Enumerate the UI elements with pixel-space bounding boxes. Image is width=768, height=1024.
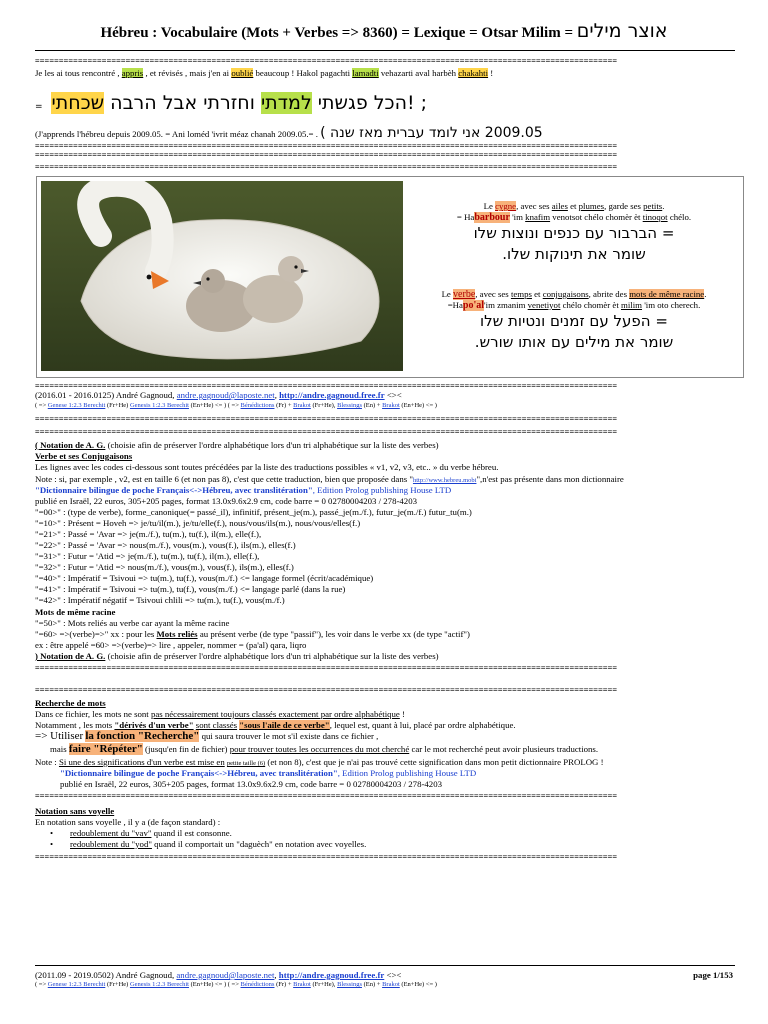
word-appris: appris <box>121 68 144 78</box>
footer-brakot-en-link[interactable]: Brakot <box>382 981 400 988</box>
dictionary-line: "Dictionnaire bilingue de poche Français<->Hébreu, avec translitération", Edition Prolog publishing House LTD <box>35 485 452 495</box>
footer-author-line: (2011.09 - 2019.0502) André Gagnoud, andre.gagnoud@laposte.net, http://andre.gagnoud.free.fr <>< <box>35 970 402 980</box>
verb-code-row: "=21>" : Passé = 'Avar => je(m./f.), tu(m.), tu(f.), il(m.), elle(f.), <box>35 529 262 539</box>
sans-voyelle-heading: Notation sans voyelle <box>35 806 115 816</box>
verbe-caption: Le verbe, avec ses temps et conjugaisons, abrite des mots de même racine. =Hapo'al'im zmanim venetiyot chélo chomèr èt milim 'im oto cherech. = הפעל עם זמנים ונטיות שלו שומר את מילים עם אותו שורש. <box>407 289 741 353</box>
verb-code-row: "=40>" : Impératif = Tsivoui => tu(m.), tu(f.), vous(m./f.) <= langage formel (écrit/académique) <box>35 573 374 583</box>
genesis-en-link[interactable]: Genesis 1:2.3 Berechit <box>129 402 189 409</box>
word-cygne: cygne <box>495 201 517 211</box>
title-text: Hébreu : Vocabulaire (Mots + Verbes => 8360) = Lexique = Otsar Milim = <box>100 25 574 41</box>
verb-code-row: "=41>" : Impératif = Tsivoui => tu(m.), tu(f.), vous(m./f.) <= langage parlé (dans la rue) <box>35 584 346 594</box>
verbe-conjugaisons-heading: Verbe et ses Conjugaisons <box>35 451 133 461</box>
search-line: => Utiliser la fonction "Recherche" qui saura trouver le mot s'il existe dans ce fichier , <box>35 730 379 742</box>
racine-example-line: ex : être appelé =60> =>(verbe)=> lire , appeler, nommer = (pa'al) qara, liqro <box>35 640 307 650</box>
swan-photo <box>41 181 403 371</box>
separator: ========================================================================================================================== <box>35 852 618 861</box>
separator: ========================================================================================================================== <box>35 56 618 65</box>
sans-voyelle-line: En notation sans voyelle , il y a (de façon standard) : <box>35 817 221 827</box>
separator: ========================================================================================================================== <box>35 381 618 390</box>
separator: ========================================================================================================================== <box>35 162 618 171</box>
publication-line: publié en Israël, 22 euros, 305+205 pages, format 13.0x9.6x2.9 cm, code barre = 0 02780004203 / 278-4203 <box>35 496 417 506</box>
search-line: mais faire "Répéter" (jusqu'en fin de fichier) pour trouver toutes les occurrences du mot cherché car le mot recherché peut avoir plusieurs traductions. <box>50 743 599 755</box>
genese-fr-link[interactable]: Genese 1:2.3 Berechit <box>47 402 106 409</box>
verb-code-row: "=42>" : Impératif négatif = Tsivoui chlili => tu(m.), tu(f.), vous(m./f.) <box>35 595 285 605</box>
author-line: (2016.01 - 2016.0125) André Gagnoud, andre.gagnoud@laposte.net, http://andre.gagnoud.free.fr <>< <box>35 390 402 400</box>
footer-benedictions-link[interactable]: Bénédictions <box>240 981 275 988</box>
search-publication-line: publié en Israël, 22 euros, 305+205 pages, format 13.0x9.6x2.9 cm, code barre = 0 02780004203 / 278-4203 <box>60 779 442 789</box>
search-heading: Recherche de mots <box>35 698 106 708</box>
verbe-hebrew-1: = הפעל עם זמנים ונטיות שלו <box>480 312 668 330</box>
footer-brakot-fr-link[interactable]: Brakot <box>293 981 311 988</box>
verb-code-row: "=00>" : (type de verbe), forme_canonique(= passé_il), infinitif, présent_je(m.), passé_je(m./f.), futur_je(m./f.) futur_tu(m.) <box>35 507 472 517</box>
separator: ========================================================================================================================== <box>35 685 618 694</box>
search-line: Dans ce fichier, les mots ne sont pas nécessairement toujours classés exactement par ordre alphabétique ! <box>35 709 405 719</box>
list-item: • redoublement du "yod" quand il comportait un "daguèch" en notation avec voyelles. <box>70 839 366 850</box>
word-chakahti: chakahti <box>458 68 489 78</box>
benedictions-link[interactable]: Bénédictions <box>240 402 275 409</box>
since-line: (J'apprends l'hébreu depuis 2009.05. = Ani loméd 'ivrit méaz chanah 2009.05.= . 2009.05 אני לומד עברית מאז שנה ) <box>35 125 543 141</box>
footer-links-line: ( => Genese 1:2.3 Berechit (Fr+He) Genesis 1:2.3 Berechit (En+He) <= ) ( => Bénédictions (Fr) + Brakot (Fr+He), Blessings (En) + Brakot (En+He) <= ) <box>35 981 437 988</box>
verb-code-row: "=32>" : Futur = 'Atid => nous(m./f.), vous(m.), vous(f.), ils(m.), elles(f.) <box>35 562 294 572</box>
notation-heading: ( Notation de A. G. (choisie afin de préserver l'ordre alphabétique lors d'un tri alphabétique sur la liste des verbes) <box>35 440 439 450</box>
swan-hebrew-2: שומר את תינוקות שלו. <box>502 245 646 263</box>
since-hebrew: 2009.05 אני לומד עברית מאז שנה ) <box>320 125 543 141</box>
verb-code-row: "=31>" : Futur = 'Atid => je(m./f.), tu(m.), tu(f.), il(m.), elle(f.), <box>35 551 260 561</box>
notation-line: Les lignes avec les codes ci-dessous sont toutes précédées par la liste des traductions possibles « v1, v2, v3, etc.. » du verbe hébreu. <box>35 462 499 472</box>
illustration-box <box>36 176 744 378</box>
title-divider <box>35 50 735 51</box>
word-barbour: barbour <box>474 212 510 223</box>
separator: ========================================================================================================================== <box>35 663 618 672</box>
intro-line: Je les ai tous rencontré , appris , et révisés , mais j'en ai oublié beaucoup ! Hakol pagachti lamadti vehazarti aval harbèh chakahti ! <box>35 68 494 78</box>
meme-racine-heading: Mots de même racine <box>35 607 116 617</box>
separator: ========================================================================================================================== <box>35 141 618 150</box>
footer-blessings-link[interactable]: Blessings <box>337 981 362 988</box>
separator: ========================================================================================================================== <box>35 414 618 423</box>
faire-repeter: faire "Répéter" <box>68 743 143 755</box>
fonction-recherche: la fonction "Recherche" <box>85 730 200 742</box>
separator: ========================================================================================================================== <box>35 150 618 159</box>
brakot-en-link[interactable]: Brakot <box>382 402 400 409</box>
notation-end: ) Notation de A. G. (choisie afin de préserver l'ordre alphabétique lors d'un tri alphabétique sur la liste des verbes) <box>35 651 439 661</box>
word-poal: po'al <box>462 300 485 311</box>
author-email-link[interactable]: andre.gagnoud@laposte.net <box>176 390 275 400</box>
author-site-link[interactable]: http://andre.gagnoud.free.fr <box>279 390 385 400</box>
footer-genesis-en-link[interactable]: Genesis 1:2.3 Berechit <box>129 981 189 988</box>
separator: ========================================================================================================================== <box>35 791 618 800</box>
blessings-link[interactable]: Blessings <box>337 402 362 409</box>
swan-hebrew-1: = הברבור עם כנפים ונוצות שלו <box>473 224 675 242</box>
word-lamadti: lamadti <box>352 68 379 78</box>
author-links-line: ( => Genese 1:2.3 Berechit (Fr+He) Genesis 1:2.3 Berechit (En+He) <= ) ( => Bénédictions (Fr) + Brakot (Fr+He), Blessings (En) + Brakot (En+He) <= ) <box>35 402 437 409</box>
footer-genese-fr-link[interactable]: Genese 1:2.3 Berechit <box>47 981 106 988</box>
page-number: page 1/153 <box>693 970 733 980</box>
racine-line: "=50>" : Mots reliés au verbe car ayant la même racine <box>35 618 230 628</box>
hebrew-sentence: = הכל פגשתי למדתי וחזרתי אבל הרבה שכחתי ! ; <box>35 92 428 114</box>
verbe-hebrew-2: שומר את מילים עם אותו שורש. <box>474 333 674 351</box>
racine-line: "=60> =>(verbe)=>" xx : pour les Mots reliés au présent verbe (de type "passif"), les voir dans le verbe xx (de type "actif") <box>35 629 470 639</box>
footer-email-link[interactable]: andre.gagnoud@laposte.net <box>176 970 275 980</box>
swan-caption: Le cygne, avec ses ailes et plumes, garde ses petits. = Habarbour 'im knafim venotsot chélo chomèr èt tinoqot chélo. = הברבור עם כנפים ונוצות שלו שומר את תינוקות שלו. <box>407 201 741 265</box>
word-verbe: verbe <box>453 289 476 300</box>
brakot-fr-link[interactable]: Brakot <box>293 402 311 409</box>
footer-site-link[interactable]: http://andre.gagnoud.free.fr <box>278 970 385 980</box>
hebrew-hl-lamadti: למדתי <box>260 92 312 114</box>
notation-note-line: Note : si, par exemple , v2, est en taille 6 (et non pas 8), c'est que cette traduction, bien que proposée dans "http://www.hebreu.mobi",n'est pas présente dans mon dictionnaire <box>35 474 624 484</box>
search-dictionary-line: "Dictionnaire bilingue de poche Français<->Hébreu, avec translitération", Edition Prolog publishing House LTD <box>60 768 477 778</box>
hebreu-mobi-link[interactable]: http://www.hebreu.mobi <box>412 477 477 484</box>
verb-code-row: "=22>" : Passé = 'Avar => nous(m./f.), vous(m.), vous(f.), ils(m.), elles(f.) <box>35 540 296 550</box>
separator: ========================================================================================================================== <box>35 427 618 436</box>
title-hebrew: אוצר מילים <box>576 20 668 42</box>
page-title <box>0 20 768 42</box>
word-oublie: oublié <box>231 68 254 78</box>
search-note-line: Note : Si une des significations d'un verbe est mise en petite taille (6) (et non 8), c'est que je n'ai pas trouvé cette signification dans mon petit dictionnaire PROLOG ! <box>35 757 604 767</box>
sans-voyelle-list <box>70 828 366 850</box>
list-item: • redoublement du "vav" quand il est consonne. <box>70 828 366 839</box>
search-line: Notamment , les mots "dérivés d'un verbe" sont classés "sous l'aile de ce verbe", lequel est, quant à lui, placé par ordre alphabétique. <box>35 720 516 730</box>
verb-code-row: "=10>" : Présent = Hoveh => je/tu/il(m.), je/tu/elle(f.), nous/vous/ils(m.), nous/vous/elles(f.) <box>35 518 361 528</box>
hebrew-hl-chakahti: שכחתי <box>51 92 105 114</box>
footer-divider <box>35 965 735 966</box>
